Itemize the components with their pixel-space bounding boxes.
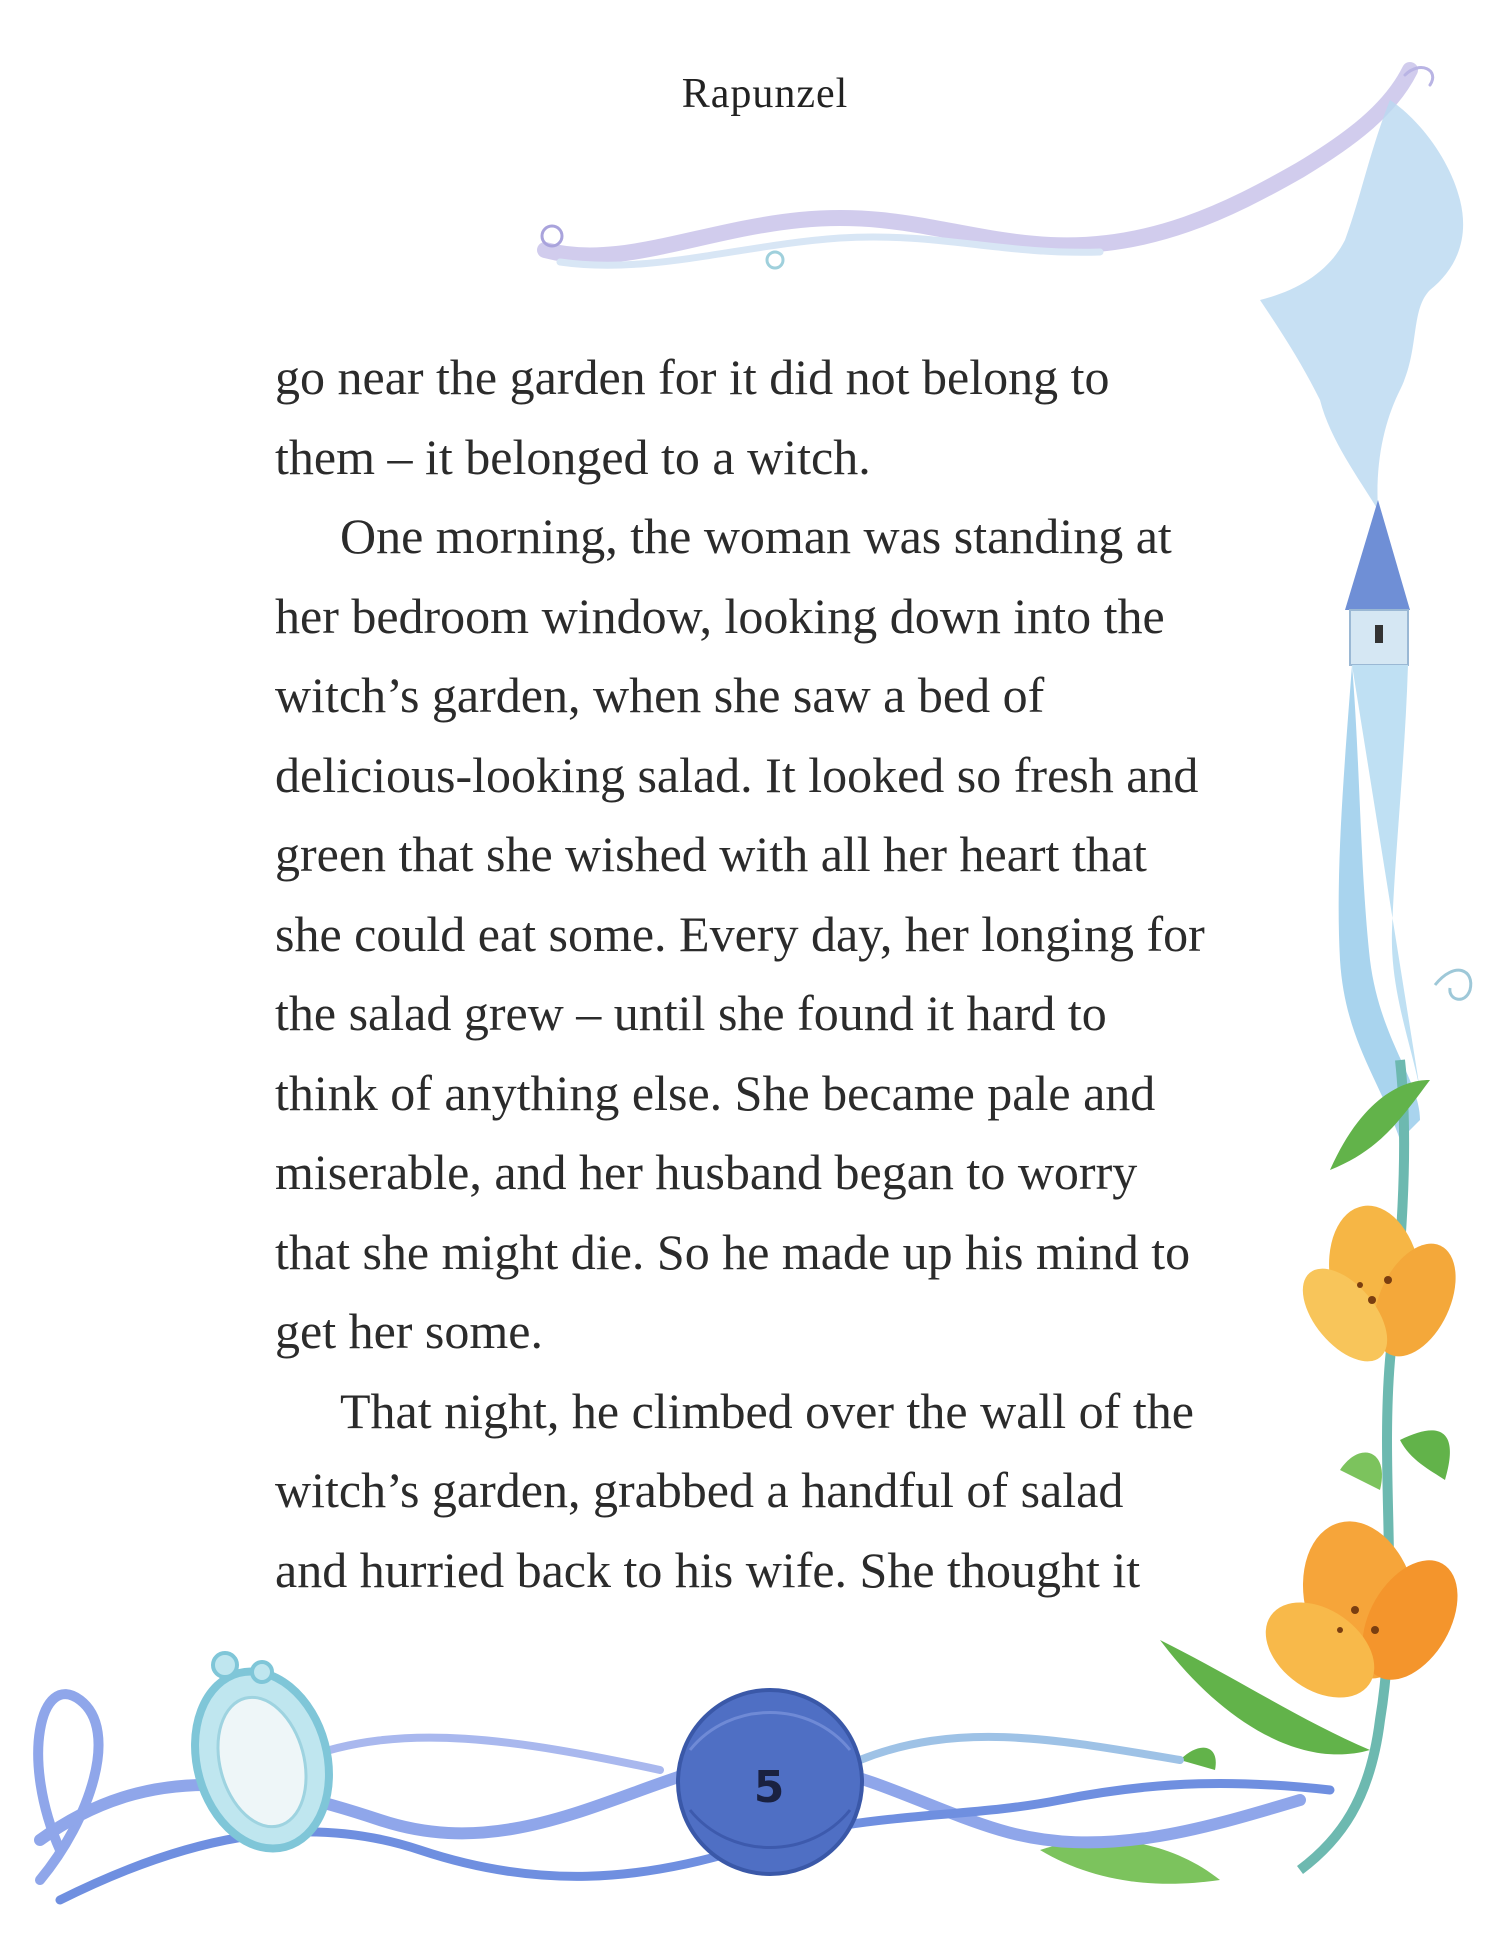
tower: [1339, 500, 1420, 1140]
text-line: that she might die. So he made up his mind to: [275, 1223, 1191, 1280]
text-line: witch’s garden, grabbed a handful of salad: [275, 1462, 1124, 1518]
text-line: and hurried back to his wife. She thought it: [275, 1541, 1141, 1598]
text-line: That night, he climbed over the wall of the: [340, 1382, 1194, 1439]
text-line: delicious-looking salad. It looked so fresh and: [275, 746, 1199, 803]
page-header-title: Rapunzel: [681, 71, 849, 117]
text-line: her bedroom window, looking down into the: [275, 587, 1165, 644]
text-line: she could eat some. Every day, her longing for: [275, 905, 1205, 962]
text-line: green that she wished with all her heart that: [275, 826, 1147, 882]
text-line: think of anything else. She became pale and: [275, 1064, 1156, 1121]
story-text: [275, 338, 1295, 1610]
text-line: the salad grew – until she found it hard to: [275, 985, 1107, 1041]
text-line: them – it belonged to a witch.: [275, 428, 871, 485]
lily-upper: [1287, 1198, 1472, 1376]
text-line: get her some.: [275, 1303, 543, 1359]
page-number: 5: [753, 1762, 785, 1813]
side-curl: [1435, 970, 1471, 999]
text-line: go near the garden for it did not belong to: [275, 349, 1110, 405]
text-line: miserable, and her husband began to worry: [275, 1144, 1138, 1200]
text-line: One morning, the woman was standing at: [340, 508, 1172, 564]
text-line: witch’s garden, when she saw a bed of: [275, 667, 1045, 723]
